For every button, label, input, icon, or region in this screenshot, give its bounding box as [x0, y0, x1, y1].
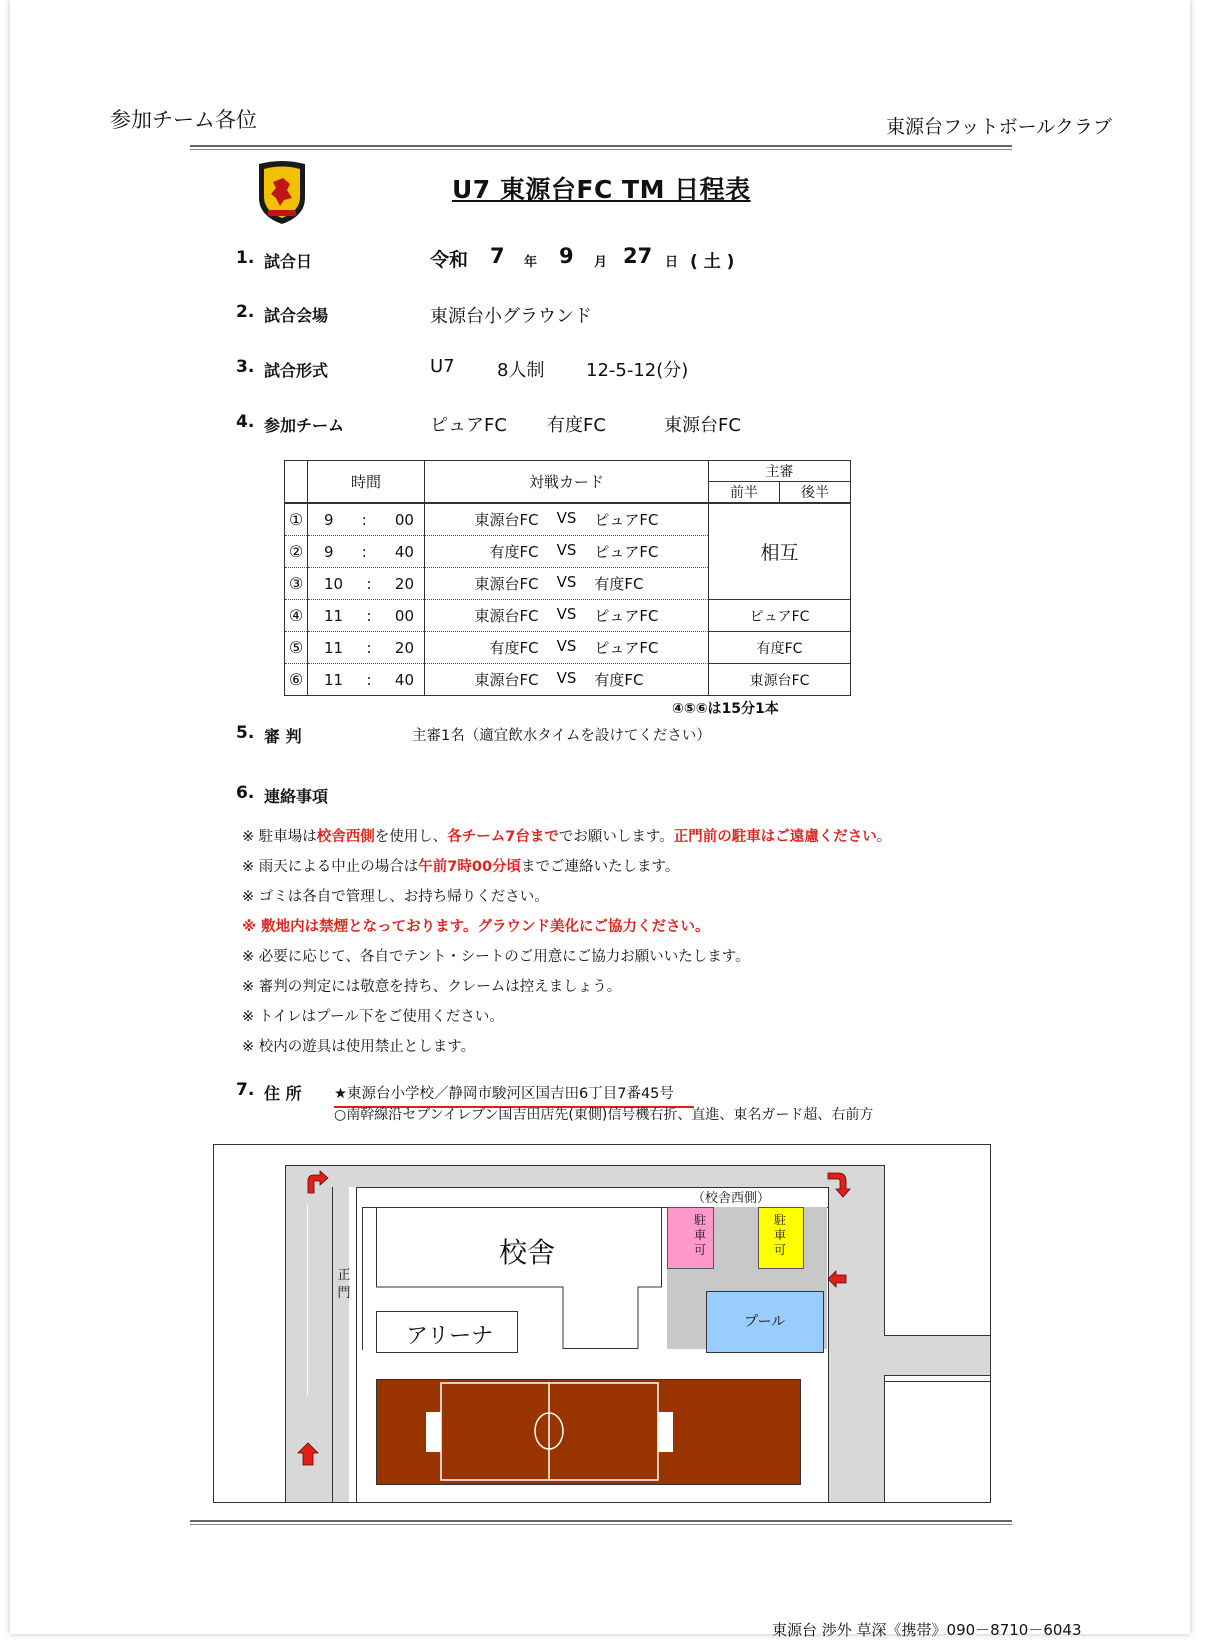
match-no: ⑥: [285, 664, 308, 696]
section-4-label: 参加チーム: [264, 416, 345, 435]
away-team: ピュアFC: [594, 543, 659, 561]
date-month-unit: 月: [594, 255, 608, 270]
match-hour: 11: [324, 606, 344, 625]
match-minute: 00: [394, 510, 414, 529]
pool-label: プール: [744, 1314, 786, 1330]
section-3-label: 試合形式: [264, 361, 329, 380]
format-age: U7: [430, 356, 455, 377]
note-highlight: 正門前の駐車はご遠慮ください: [673, 829, 877, 845]
date-era: 令和: [430, 249, 469, 271]
date-year: 7: [490, 244, 505, 268]
referee-team: 東源台FC: [709, 664, 851, 696]
note-item: [242, 1032, 891, 1062]
note-text: 審判の判定には敬意を持ち、クレームは控えましょう。: [258, 979, 622, 995]
road-east: [827, 1165, 885, 1502]
table-row: [285, 664, 851, 696]
home-team: 東源台FC: [474, 607, 539, 625]
date-month: 9: [559, 244, 574, 268]
home-team: 東源台FC: [474, 671, 539, 689]
vs-label: VS: [556, 637, 577, 655]
header-first-half: 前半: [709, 482, 780, 504]
section-7-label: 住 所: [264, 1084, 302, 1103]
match-no: ③: [285, 568, 308, 600]
note-text: までご連絡いたします。: [521, 859, 680, 875]
parking-label-pink: 駐車可: [693, 1213, 706, 1257]
date-day-unit: 日: [665, 255, 679, 270]
referee-value: 主審1名（適宜飲水タイムを設けてください）: [412, 728, 711, 744]
note-item: [242, 972, 891, 1002]
road-edge: [332, 1187, 333, 1502]
note-text: 雨天による中止の場合は: [258, 859, 419, 875]
note-text: 敷地内は禁煙となっております。グラウンド美化にご協力ください。: [261, 919, 710, 935]
header-rule-thin: [190, 149, 1012, 150]
road-edge: [884, 1165, 885, 1335]
parking-area-label: （校舎西側）: [692, 1191, 771, 1206]
note-highlight: 校舎西側: [316, 829, 375, 845]
section-5-num: 5.: [236, 723, 255, 743]
note-text: 。: [876, 829, 892, 845]
match-minute: 40: [394, 542, 414, 561]
address-line: ★東源台小学校／静岡市駿河区国吉田6丁目7番45号: [334, 1082, 694, 1108]
vs-label: VS: [556, 573, 577, 591]
match-no: ⑤: [285, 632, 308, 664]
referee-team: ピュアFC: [709, 600, 851, 632]
home-team: 東源台FC: [474, 511, 539, 529]
road-edge: [884, 1335, 990, 1336]
mutual-referee: 相互: [709, 503, 851, 600]
match-hour: 9: [324, 510, 334, 529]
note-mark: ※: [242, 919, 257, 935]
match-minute: 20: [394, 638, 414, 657]
note-item: [242, 912, 891, 942]
note-highlight: 午前7時00分頃: [418, 859, 522, 875]
turn-down-arrow-icon: [826, 1169, 852, 1199]
road-edge: [285, 1165, 286, 1502]
soccer-pitch: [376, 1379, 801, 1485]
footer-contact: 東源台 渉外 草深《携帯》090－8710－6043: [772, 1621, 1082, 1639]
note-item: [242, 852, 891, 882]
vs-label: VS: [556, 605, 577, 623]
schedule-table: [284, 460, 851, 696]
section-1-num: 1.: [236, 248, 255, 268]
note-item: [242, 822, 891, 852]
note-mark: ※: [242, 829, 255, 845]
time-sep: :: [361, 542, 367, 561]
left-arrow-icon: [826, 1269, 848, 1289]
match-hour: 9: [324, 542, 334, 561]
main-gate-label: 正門: [337, 1268, 351, 1301]
footer-rule-thin: [190, 1524, 1012, 1525]
directions-line: ○南幹線沿セブンイレブン国吉田店先(東側)信号機右折、直進、東名ガード超、右前方: [334, 1107, 874, 1123]
table-row: [285, 600, 851, 632]
header-time: 時間: [308, 461, 425, 504]
note-mark: ※: [242, 859, 255, 875]
table-row: [285, 632, 851, 664]
away-team: 有度FC: [594, 671, 644, 689]
team-3: 東源台FC: [664, 415, 741, 436]
note-item: [242, 882, 891, 912]
section-2-num: 2.: [236, 302, 255, 322]
team-1: ピュアFC: [430, 415, 507, 436]
section-4-num: 4.: [236, 412, 255, 432]
section-6-label: 連絡事項: [264, 787, 329, 806]
notes-list: [242, 822, 891, 1062]
club-emblem-icon: [256, 160, 308, 226]
away-team: ピュアFC: [594, 639, 659, 657]
match-minute: 00: [394, 606, 414, 625]
match-hour: 11: [324, 670, 344, 689]
date-weekday: ( 土 ): [690, 252, 735, 272]
east-block: [885, 1381, 990, 1503]
recipient-label: 参加チーム各位: [110, 108, 257, 132]
note-item: [242, 942, 891, 972]
page-title: U7 東源台FC TM 日程表: [452, 175, 751, 204]
club-name: 東源台フットボールクラブ: [886, 116, 1112, 138]
date-year-unit: 年: [524, 255, 538, 270]
note-mark: ※: [242, 979, 255, 995]
school-label: 校舎: [499, 1236, 556, 1269]
header-card: 対戦カード: [425, 461, 709, 504]
time-sep: :: [361, 510, 367, 529]
vs-label: VS: [556, 669, 577, 687]
section-1-label: 試合日: [264, 252, 313, 271]
team-2: 有度FC: [547, 415, 606, 436]
header-second-half: 後半: [780, 482, 851, 504]
vs-label: VS: [556, 541, 577, 559]
time-sep: :: [366, 638, 372, 657]
section-6-num: 6.: [236, 783, 255, 803]
section-5-label: 審 判: [264, 727, 302, 746]
match-hour: 11: [324, 638, 344, 657]
note-mark: ※: [242, 949, 255, 965]
note-text: 必要に応じて、各自でテント・シートのご用意にご協力お願いいたします。: [258, 949, 750, 965]
time-sep: :: [366, 606, 372, 625]
time-sep: :: [366, 574, 372, 593]
footer-rule: [190, 1520, 1012, 1522]
away-team: 有度FC: [594, 575, 644, 593]
match-no: ①: [285, 503, 308, 536]
venue-value: 東源台小グラウンド: [430, 306, 592, 327]
section-2-label: 試合会場: [264, 306, 329, 325]
schedule-footnote: ④⑤⑥は15分1本: [672, 701, 779, 717]
road-edge: [285, 1165, 885, 1166]
road-center-line: [307, 1205, 308, 1395]
time-sep: :: [366, 670, 372, 689]
away-team: ピュアFC: [594, 607, 659, 625]
home-team: 東源台FC: [474, 575, 539, 593]
date-day: 27: [623, 244, 653, 268]
note-text: ゴミは各自で管理し、お持ち帰りください。: [258, 889, 549, 905]
match-no: ④: [285, 600, 308, 632]
note-mark: ※: [242, 889, 255, 905]
up-arrow-icon: [296, 1441, 320, 1467]
note-item: [242, 1002, 891, 1032]
section-3-num: 3.: [236, 357, 255, 377]
header-rule: [190, 145, 1012, 147]
note-text: 校内の遊具は使用禁止とします。: [258, 1039, 476, 1055]
match-minute: 20: [394, 574, 414, 593]
parking-label-yellow: 駐車可: [773, 1213, 786, 1257]
turn-right-arrow-icon: [304, 1169, 330, 1195]
road-junction: [827, 1335, 990, 1375]
format-time: 12-5-12(分): [586, 360, 689, 381]
note-mark: ※: [242, 1039, 255, 1055]
format-players: 8人制: [497, 360, 545, 381]
match-minute: 40: [394, 670, 414, 689]
road-edge: [884, 1375, 990, 1376]
note-highlight: 各チーム7台まで: [447, 829, 559, 845]
site-map: [213, 1144, 991, 1503]
referee-team: 有度FC: [709, 632, 851, 664]
note-mark: ※: [242, 1009, 255, 1025]
note-text: トイレはプール下をご使用ください。: [258, 1009, 504, 1025]
home-team: 有度FC: [489, 543, 539, 561]
home-team: 有度FC: [489, 639, 539, 657]
vs-label: VS: [556, 509, 577, 527]
arena-label: アリーナ: [406, 1324, 494, 1349]
road-north: [285, 1165, 885, 1187]
match-hour: 10: [324, 574, 344, 593]
match-no: ②: [285, 536, 308, 568]
section-7-num: 7.: [236, 1080, 255, 1100]
table-row: [285, 503, 851, 536]
header-referee: 主審: [709, 461, 851, 482]
note-text: を使用し、: [374, 829, 448, 845]
away-team: ピュアFC: [594, 511, 659, 529]
note-text: 駐車場は: [258, 829, 317, 845]
note-text: でお願いします。: [558, 829, 674, 845]
